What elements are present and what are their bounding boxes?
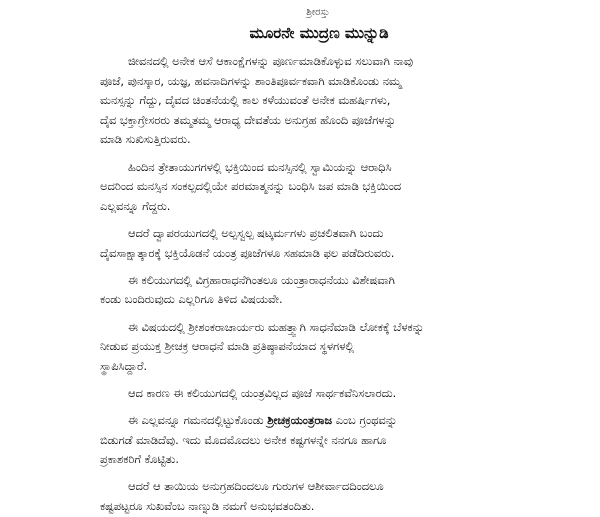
text-line: ಹಿಂದಿನ ತ್ರೇತಾಯುಗಗಳಲ್ಲಿ ಭಕ್ತಿಯಿಂದ ಮನಸ್ಸಿನಲ್ಲಿ ಸ್ವಾಮಿಯನ್ನು ಆರಾಧಿಸಿ — [128, 159, 392, 174]
paragraph-1 — [100, 52, 538, 150]
paragraph-6 — [100, 384, 538, 404]
text-line: ನೀಡುವ ಪ್ರಯುಕ್ತ ಶ್ರೀಚಕ್ರ ಆರಾಧನೆ ಮಾಡಿ ಪ್ರತಿಷ್ಠಾಪನೆಯಾದ ಸ್ಥಳಗಳಲ್ಲಿ — [100, 339, 355, 354]
text-line: ದೈವ ಭಕ್ತಾಗ್ರೇಸರರು ತಮ್ಮತಮ್ಮ ಆರಾಧ್ಯ ದೇವತೆಯ ಅನುಗ್ರಹ ಹೊಂದಿ ಪೂಜೆಗಳನ್ನು — [100, 112, 396, 127]
text-line: ಪ್ರಕಾಶಕರಿಗೆ ಕೊಟ್ಟಿತು. — [100, 452, 179, 467]
text-line: ಅದರಿಂದ ಮನಸ್ಸಿನ ಸಂಕಲ್ಪದಲ್ಲಿಯೇ ಪರಮಾತ್ಮನನ್ನು ಬಂಧಿಸಿ ಜಪ ಮಾಡಿ ಭಕ್ತಿಯಿಂದ — [100, 179, 402, 194]
text-line: ಮನಸ್ಸನ್ನು ಗೆದ್ದು, ದೈವದ ಚಿಂತನೆಯಲ್ಲಿ ಕಾಲ ಕಳೆಯುವಂತೆ ಅನೇಕ ಮಹರ್ಷಿಗಳು, — [100, 93, 391, 108]
paragraph-7 — [100, 411, 538, 470]
text-line: ಆದ ಕಾರಣ ಈ ಕಲಿಯುಗದಲ್ಲಿ ಯಂತ್ರವಿಲ್ಲದ ಪೂಜೆ ಸಾರ್ಥಕವೆನಿಸಲಾರದು. — [128, 385, 397, 400]
text-line: ದೈವಸಾಕ್ಷಾತ್ಕಾರಕ್ಕೆ ಭಕ್ತಿಯೊಡನೆ ಯಂತ್ರ ಪೂಜೆಗಳೂ ಸಹಮಾಡಿ ಫಲ ಪಡೆದಿರುವರು. — [100, 245, 395, 260]
paragraph-4 — [100, 271, 538, 310]
text-segment: ಈ ಎಲ್ಲವನ್ನೂ ಗಮನದಲ್ಲಿಟ್ಟುಕೊಂಡು — [128, 413, 268, 428]
invocation-text: ಶ್ರೀರಸ್ತು — [306, 7, 330, 18]
page-title: ಮೂರನೇ ಮುದ್ರಣ ಮುನ್ನುಡಿ — [249, 24, 389, 42]
book-title-bold: ಶ್ರೀಚಕ್ರಯಂತ್ರರಾಜ — [267, 413, 333, 428]
text-line: ಆದರೆ ಆ ತಾಯಿಯ ಅನುಗ್ರಹದಿಂದಲೂ ಗುರುಗಳ ಆಶೀರ್ವಾದದಿಂದಲೂ — [128, 479, 384, 494]
paragraph-8 — [100, 477, 538, 516]
text-line — [100, 411, 538, 431]
paragraph-2 — [100, 158, 538, 217]
text-line: ಈ ಕಲಿಯುಗದಲ್ಲಿ ವಿಗ್ರಹಾರಾಧನೆಗಿಂತಲೂ ಯಂತ್ರಾರಾಧನೆಯು ವಿಶೇಷವಾಗಿ — [128, 272, 395, 287]
text-line: ಆದರೆ ದ್ವಾಪರಯುಗದಲ್ಲಿ ಅಲ್ಪಸ್ವಲ್ಪ ಷಟ್ಕರ್ಮಗಳು ಪ್ರಚಲಿತವಾಗಿ ಬಂದು — [128, 225, 384, 240]
paragraph-3 — [100, 224, 538, 263]
text-line: ಬಿಡುಗಡೆ ಮಾಡಿದೆವು. ಇದು ಮೊದಮೊದಲು ಅನೇಕ ಕಷ್ಟಗಳನ್ನೇ ನನಗೂ ಹಾಗೂ — [100, 432, 387, 447]
text-line: ಎಲ್ಲವನ್ನೂ ಗೆದ್ದರು. — [100, 198, 171, 213]
text-line: ಮಾಡಿ ಸುಖಿಸುತ್ತಿರುವರು. — [100, 132, 191, 147]
text-segment: ಎಂಬ ಗ್ರಂಥವನ್ನು — [332, 413, 398, 428]
text-line: ಪೂಜೆ, ಪುನಸ್ಕಾರ, ಯಜ್ಞ, ಹವನಾದಿಗಳನ್ನು ಶಾಂತಿಪೂರ್ವಕವಾಗಿ ಮಾಡಿಕೊಂಡು ನಮ್ಮ — [100, 73, 402, 88]
paragraph-5 — [100, 318, 538, 377]
text-line: ಈ ವಿಷಯದಲ್ಲಿ ಶ್ರೀಶಂಕರಾಚಾರ್ಯರು ಮಹತ್ತ್ವಾಗಿ ಸಾಧನೆಮಾಡಿ ಲೋಕಕ್ಕೆ ಬೆಳಕನ್ನು — [128, 319, 425, 334]
text-line: ಸ್ಥಾಪಿಸಿದ್ದಾರೆ. — [100, 358, 148, 373]
text-line: ಕಂಡು ಬಂದಿರುವುದು ಎಲ್ಲರಿಗೂ ತಿಳಿದ ವಿಷಯವೇ. — [100, 292, 283, 307]
text-line: ಜೀವನದಲ್ಲಿ ಅನೇಕ ಆಸೆ ಆಕಾಂಕ್ಷೆಗಳನ್ನು ಪೂರ್ಣಮಾಡಿಕೊಳ್ಳುವ ಸಲುವಾಗಿ ನಾವು — [128, 54, 414, 68]
text-line: ಕಷ್ಟಪಟ್ಟರೂ ಸುಖವೆಂಬ ನಾಣ್ನುಡಿ ನಮಗೆ ಅನುಭವತಂದಿತು. — [100, 499, 315, 514]
